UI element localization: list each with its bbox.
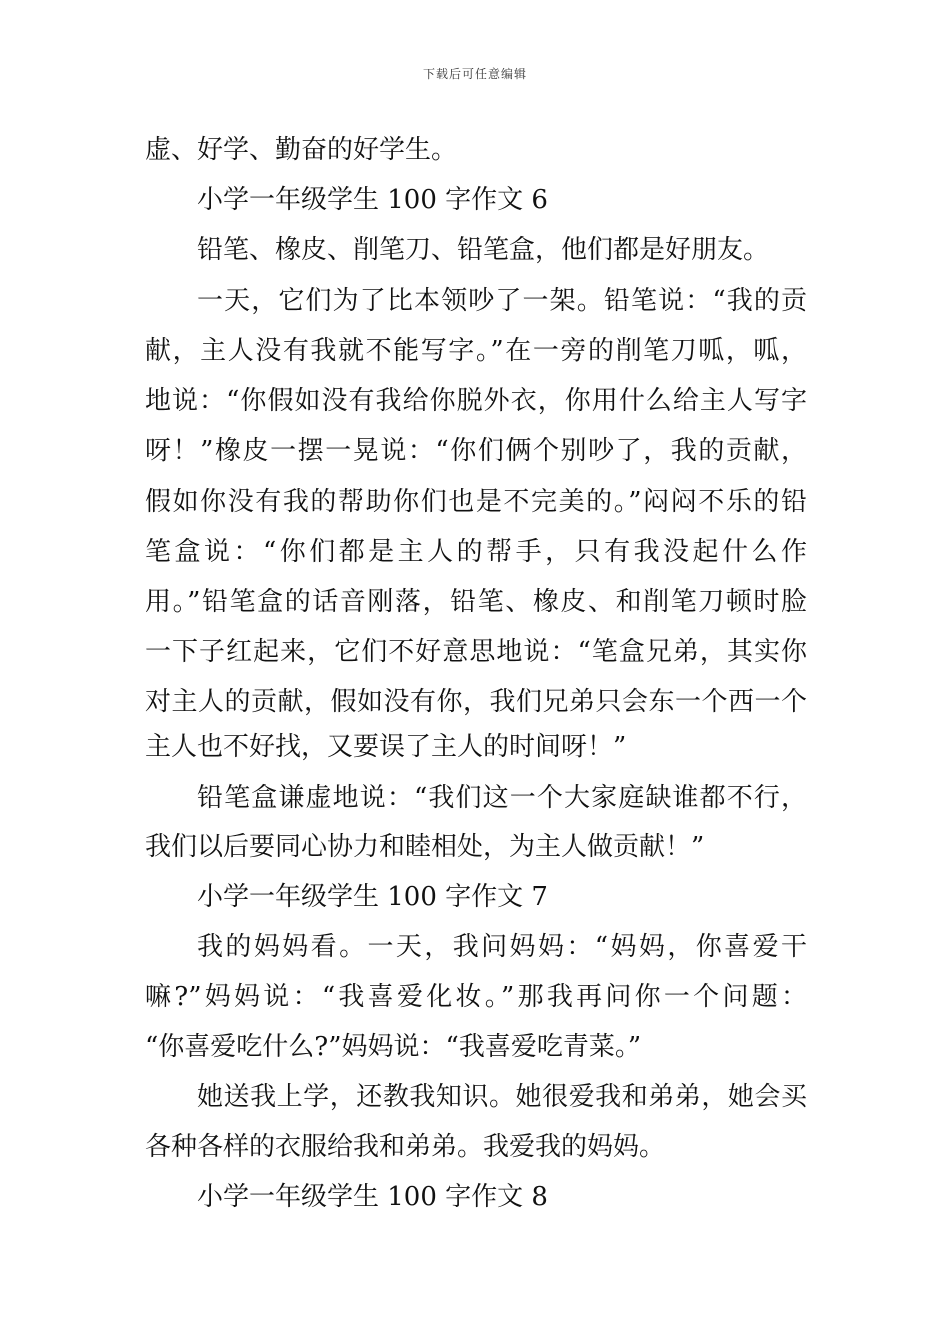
text-line: 我们以后要同心协力和睦相处，为主人做贡献！” (145, 832, 705, 862)
text-line: 用。”铅笔盒的话音刚落，铅笔、橡皮、和削笔刀顿时脸 (145, 587, 807, 617)
text-line: 虚、好学、勤奋的好学生。 (145, 135, 458, 165)
text-line: 各种各样的衣服给我和弟弟。我爱我的妈妈。 (145, 1132, 666, 1162)
text-line: 铅笔盒谦虚地说：“我们这一个大家庭缺谁都不行， (197, 783, 807, 813)
text-line: 献，主人没有我就不能写字。”在一旁的削笔刀呱，呱， (145, 336, 807, 366)
text-line: 铅笔、橡皮、削笔刀、铅笔盒，他们都是好朋友。 (197, 235, 770, 265)
text-line: 一天，它们为了比本领吵了一架。铅笔说：“我的贡 (197, 286, 807, 316)
text-line: 我的妈妈看。一天，我问妈妈：“妈妈，你喜爱干 (197, 932, 807, 962)
text-line: 对主人的贡献，假如没有你，我们兄弟只会东一个西一个 (145, 687, 807, 717)
text-line: 假如你没有我的帮助你们也是不完美的。”闷闷不乐的铅 (145, 487, 807, 517)
text-line: 地说：“你假如没有我给你脱外衣，你用什么给主人写字 (145, 386, 807, 416)
text-line: “你喜爱吃什么?”妈妈说：“我喜爱吃青菜。” (145, 1032, 642, 1062)
text-line: 一下子红起来，它们不好意思地说：“笔盒兄弟，其实你 (145, 637, 807, 667)
essay-title: 小学一年级学生 100 字作文 7 (197, 882, 548, 912)
text-line: 主人也不好找，又要误了主人的时间呀！” (145, 732, 627, 762)
essay-title: 小学一年级学生 100 字作文 6 (197, 185, 548, 215)
essay-title: 小学一年级学生 100 字作文 8 (197, 1182, 548, 1212)
text-line: 她送我上学，还教我知识。她很爱我和弟弟，她会买 (197, 1082, 807, 1112)
text-line: 嘛?”妈妈说：“我喜爱化妆。”那我再问你一个问题： (145, 982, 807, 1012)
text-line: 笔盒说：“你们都是主人的帮手，只有我没起什么作 (145, 537, 807, 567)
page-header: 下载后可任意编辑 (422, 67, 527, 81)
text-line: 呀！”橡皮一摆一晃说：“你们俩个别吵了，我的贡献， (145, 436, 807, 466)
